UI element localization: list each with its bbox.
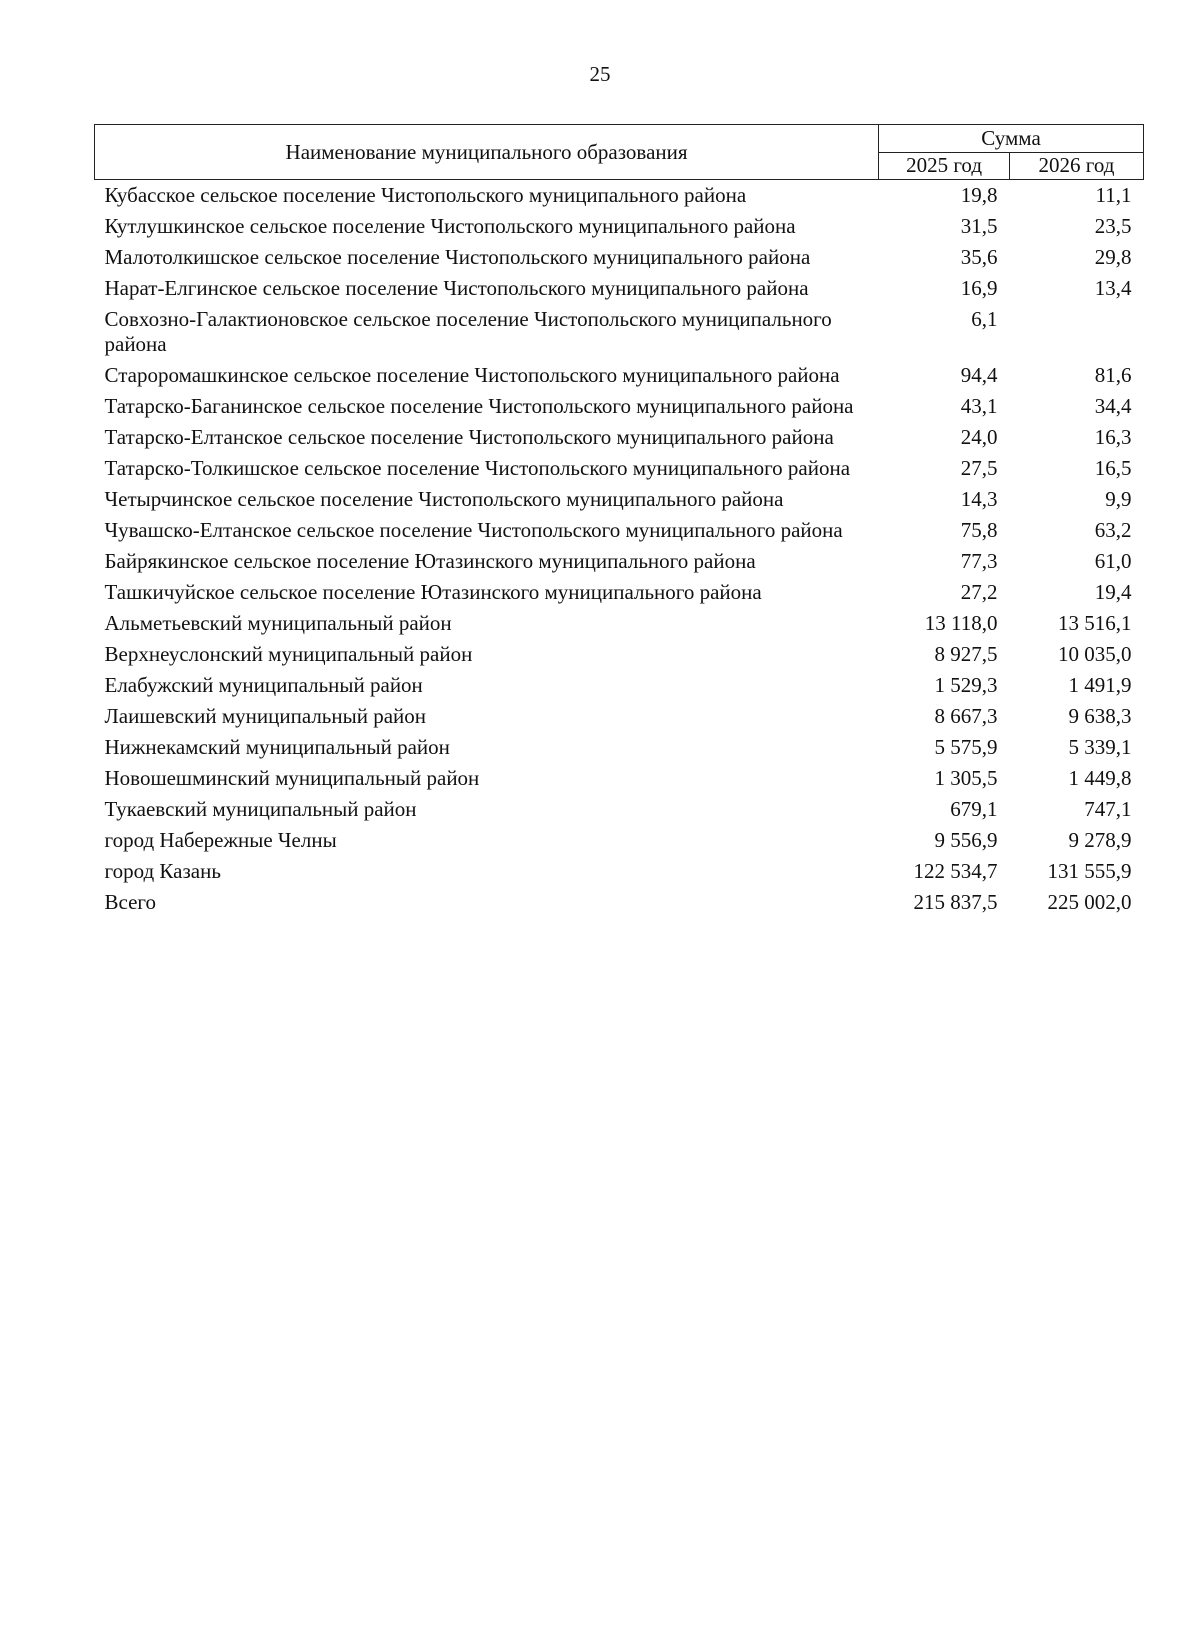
- municipality-name-cell: Верхнеуслонский муниципальный район: [104, 642, 473, 666]
- table-row: [95, 825, 1144, 856]
- table-row: [95, 515, 1144, 546]
- municipality-name-cell: Малотолкишское сельское поселение Чистопольского муниципального района: [104, 245, 811, 269]
- amount-2025-cell: 1 305,5: [934, 766, 998, 790]
- table-row: [95, 273, 1144, 304]
- municipality-name-cell: Альметьевский муниципальный район: [104, 611, 452, 635]
- table-row: [95, 763, 1144, 794]
- amount-2026-cell: 16,5: [1094, 456, 1132, 480]
- header-year-2025: 2025 год: [879, 152, 1010, 180]
- amount-2025-cell: 94,4: [960, 363, 998, 387]
- amount-2026-cell: 29,8: [1094, 245, 1132, 269]
- municipality-name-cell: Четырчинское сельское поселение Чистопольского муниципального района: [104, 487, 784, 511]
- amount-2026-cell: 9 638,3: [1068, 704, 1132, 728]
- amount-2026-cell: 5 339,1: [1068, 735, 1132, 759]
- amount-2025-cell: 679,1: [950, 797, 998, 821]
- amount-2025-cell: 75,8: [960, 518, 998, 542]
- amount-2025-cell: 16,9: [960, 276, 998, 300]
- amount-2025-cell: 8 927,5: [934, 642, 998, 666]
- amount-2025-cell: 31,5: [960, 214, 998, 238]
- amount-2026-cell: 63,2: [1094, 518, 1132, 542]
- municipality-name-cell: Новошешминский муниципальный район: [104, 766, 480, 790]
- amount-2026-cell: 16,3: [1094, 425, 1132, 449]
- municipality-name-cell: Байрякинское сельское поселение Ютазинского муниципального района: [104, 549, 756, 573]
- amount-2026-cell: 131 555,9: [1047, 859, 1132, 883]
- municipality-name-cell: Всего: [104, 890, 156, 914]
- table-row: [95, 887, 1144, 918]
- amount-2025-cell: 8 667,3: [934, 704, 998, 728]
- amount-2026-cell: 747,1: [1084, 797, 1132, 821]
- municipality-name-cell: Нарат-Елгинское сельское поселение Чистопольского муниципального района: [104, 276, 809, 300]
- table-row: [95, 732, 1144, 763]
- header-year-2026: 2026 год: [1010, 152, 1144, 180]
- amount-2025-cell: 5 575,9: [934, 735, 998, 759]
- amount-2026-cell: 10 035,0: [1058, 642, 1132, 666]
- amount-2025-cell: 27,5: [960, 456, 998, 480]
- amount-2026-cell: 23,5: [1094, 214, 1132, 238]
- amount-2026-cell: 1 491,9: [1068, 673, 1132, 697]
- amount-2025-cell: 19,8: [960, 183, 998, 207]
- amount-2025-cell: 43,1: [960, 394, 998, 418]
- amount-2026-cell: 13 516,1: [1058, 611, 1132, 635]
- table-row: [95, 453, 1144, 484]
- amount-2026-cell: 34,4: [1094, 394, 1132, 418]
- header-sum: Сумма: [879, 125, 1144, 153]
- municipality-name-cell: Елабужский муниципальный район: [104, 673, 423, 697]
- amount-2026-cell: 81,6: [1094, 363, 1132, 387]
- header-municipality-name: Наименование муниципального образования: [95, 125, 879, 180]
- amount-2025-cell: 77,3: [960, 549, 998, 573]
- municipality-name-cell: Татарско-Елтанское сельское поселение Чистопольского муниципального района: [104, 425, 834, 449]
- municipality-name-cell: Совхозно-Галактионовское сельское поселение Чистопольского муниципального района: [104, 307, 832, 356]
- amount-2026-cell: 9 278,9: [1068, 828, 1132, 852]
- amount-2026-cell: 19,4: [1094, 580, 1132, 604]
- municipality-name-cell: Староромашкинское сельское поселение Чистопольского муниципального района: [104, 363, 840, 387]
- table-row: [95, 211, 1144, 242]
- table-row: [95, 639, 1144, 670]
- table-row: [95, 484, 1144, 515]
- amount-2025-cell: 9 556,9: [934, 828, 998, 852]
- municipality-name-cell: Нижнекамский муниципальный район: [104, 735, 450, 759]
- allocation-table: [94, 124, 1144, 918]
- table-row: [95, 422, 1144, 453]
- amount-2025-cell: 122 534,7: [913, 859, 998, 883]
- table-body: [95, 180, 1144, 919]
- municipality-name-cell: город Казань: [104, 859, 221, 883]
- amount-2025-cell: 14,3: [960, 487, 998, 511]
- table-row: [95, 794, 1144, 825]
- table-row: [95, 856, 1144, 887]
- table-row: [95, 360, 1144, 391]
- municipality-name-cell: город Набережные Челны: [104, 828, 337, 852]
- municipality-name-cell: Чувашско-Елтанское сельское поселение Чистопольского муниципального района: [104, 518, 843, 542]
- municipality-name-cell: Татарско-Баганинское сельское поселение Чистопольского муниципального района: [104, 394, 854, 418]
- page-number: 25: [589, 62, 611, 86]
- table-row: [95, 546, 1144, 577]
- amount-2026-cell: 13,4: [1094, 276, 1132, 300]
- table-row: [95, 670, 1144, 701]
- amount-2026-cell: 225 002,0: [1047, 890, 1132, 914]
- municipality-name-cell: Тукаевский муниципальный район: [104, 797, 417, 821]
- table-row: [95, 180, 1144, 212]
- municipality-name-cell: Татарско-Толкишское сельское поселение Чистопольского муниципального района: [104, 456, 851, 480]
- table-row: [95, 304, 1144, 360]
- table-row: [95, 608, 1144, 639]
- table-row: [95, 701, 1144, 732]
- municipality-name-cell: Ташкичуйское сельское поселение Ютазинского муниципального района: [104, 580, 762, 604]
- table-row: [95, 391, 1144, 422]
- table-row: [95, 242, 1144, 273]
- amount-2025-cell: 24,0: [960, 425, 998, 449]
- table-header: [95, 125, 1144, 180]
- municipality-name-cell: Лаишевский муниципальный район: [104, 704, 427, 728]
- amount-2026-cell: 61,0: [1094, 549, 1132, 573]
- amount-2026-cell: 11,1: [1095, 183, 1132, 207]
- amount-2025-cell: 215 837,5: [913, 890, 998, 914]
- amount-2026-cell: 1 449,8: [1068, 766, 1132, 790]
- amount-2025-cell: 13 118,0: [924, 611, 998, 635]
- municipality-name-cell: Кутлушкинское сельское поселение Чистопольского муниципального района: [104, 214, 796, 238]
- table-row: [95, 577, 1144, 608]
- municipality-name-cell: Кубасское сельское поселение Чистопольского муниципального района: [104, 183, 747, 207]
- amount-2026-cell: 9,9: [1105, 487, 1132, 511]
- amount-2025-cell: 1 529,3: [934, 673, 998, 697]
- amount-2026-cell: [1010, 304, 1144, 360]
- amount-2025-cell: 35,6: [960, 245, 998, 269]
- amount-2025-cell: 27,2: [960, 580, 998, 604]
- amount-2025-cell: 6,1: [971, 307, 998, 331]
